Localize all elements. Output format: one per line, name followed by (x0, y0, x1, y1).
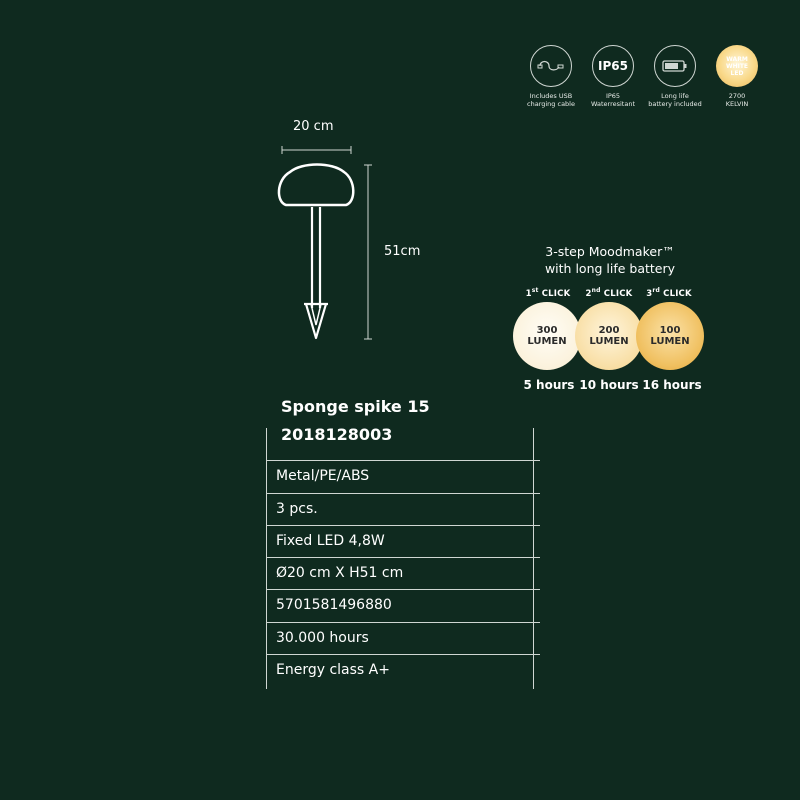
lumen-circle-300: 300 LUMEN (513, 302, 581, 370)
feature-caption: 2700 KELVIN (725, 92, 749, 108)
hours-label-2: 10 hours (579, 378, 639, 392)
feature-ip65 (578, 45, 648, 108)
product-drawing (270, 140, 385, 345)
spec-row-size: Ø20 cm X H51 cm (266, 557, 540, 589)
lumen-circle-100: 100 LUMEN (636, 302, 704, 370)
feature-caption: Long life battery included (648, 92, 702, 108)
spec-row-led: Fixed LED 4,8W (266, 525, 540, 557)
spec-row-material: Metal/PE/ABS (266, 460, 540, 492)
spec-table (266, 428, 540, 689)
width-dimension-label: 20 cm (293, 119, 334, 134)
spec-row-ean: 5701581496880 (266, 589, 540, 621)
spec-row-energy: Energy class A+ (266, 654, 540, 686)
click-label-3: 3rd CLICK (646, 287, 692, 299)
click-label-2: 2nd CLICK (585, 287, 633, 299)
battery-icon (654, 45, 696, 87)
spec-row-quantity: 3 pcs. (266, 493, 540, 525)
feature-battery (640, 45, 710, 108)
feature-caption: IP65 Waterresitant (590, 92, 636, 108)
usb-cable-icon (530, 45, 572, 87)
feature-usb (516, 45, 586, 108)
height-dimension-label: 51cm (384, 244, 421, 259)
product-name: Sponge spike 15 (281, 397, 430, 416)
warm-white-led-icon: WARM WHITE LED (716, 45, 758, 87)
ip65-icon: IP65 (592, 45, 634, 87)
hours-label-3: 16 hours (642, 378, 702, 392)
feature-caption: Includes USB charging cable (527, 92, 575, 108)
spec-row-lifetime: 30.000 hours (266, 622, 540, 654)
click-label-1: 1st CLICK (525, 287, 571, 299)
feature-warm-white (702, 45, 772, 108)
product-code: 2018128003 (281, 425, 393, 444)
hours-label-1: 5 hours (523, 378, 575, 392)
lumen-circle-200: 200 LUMEN (575, 302, 643, 370)
moodmaker-title: 3-step Moodmaker™ with long life battery (544, 244, 676, 276)
